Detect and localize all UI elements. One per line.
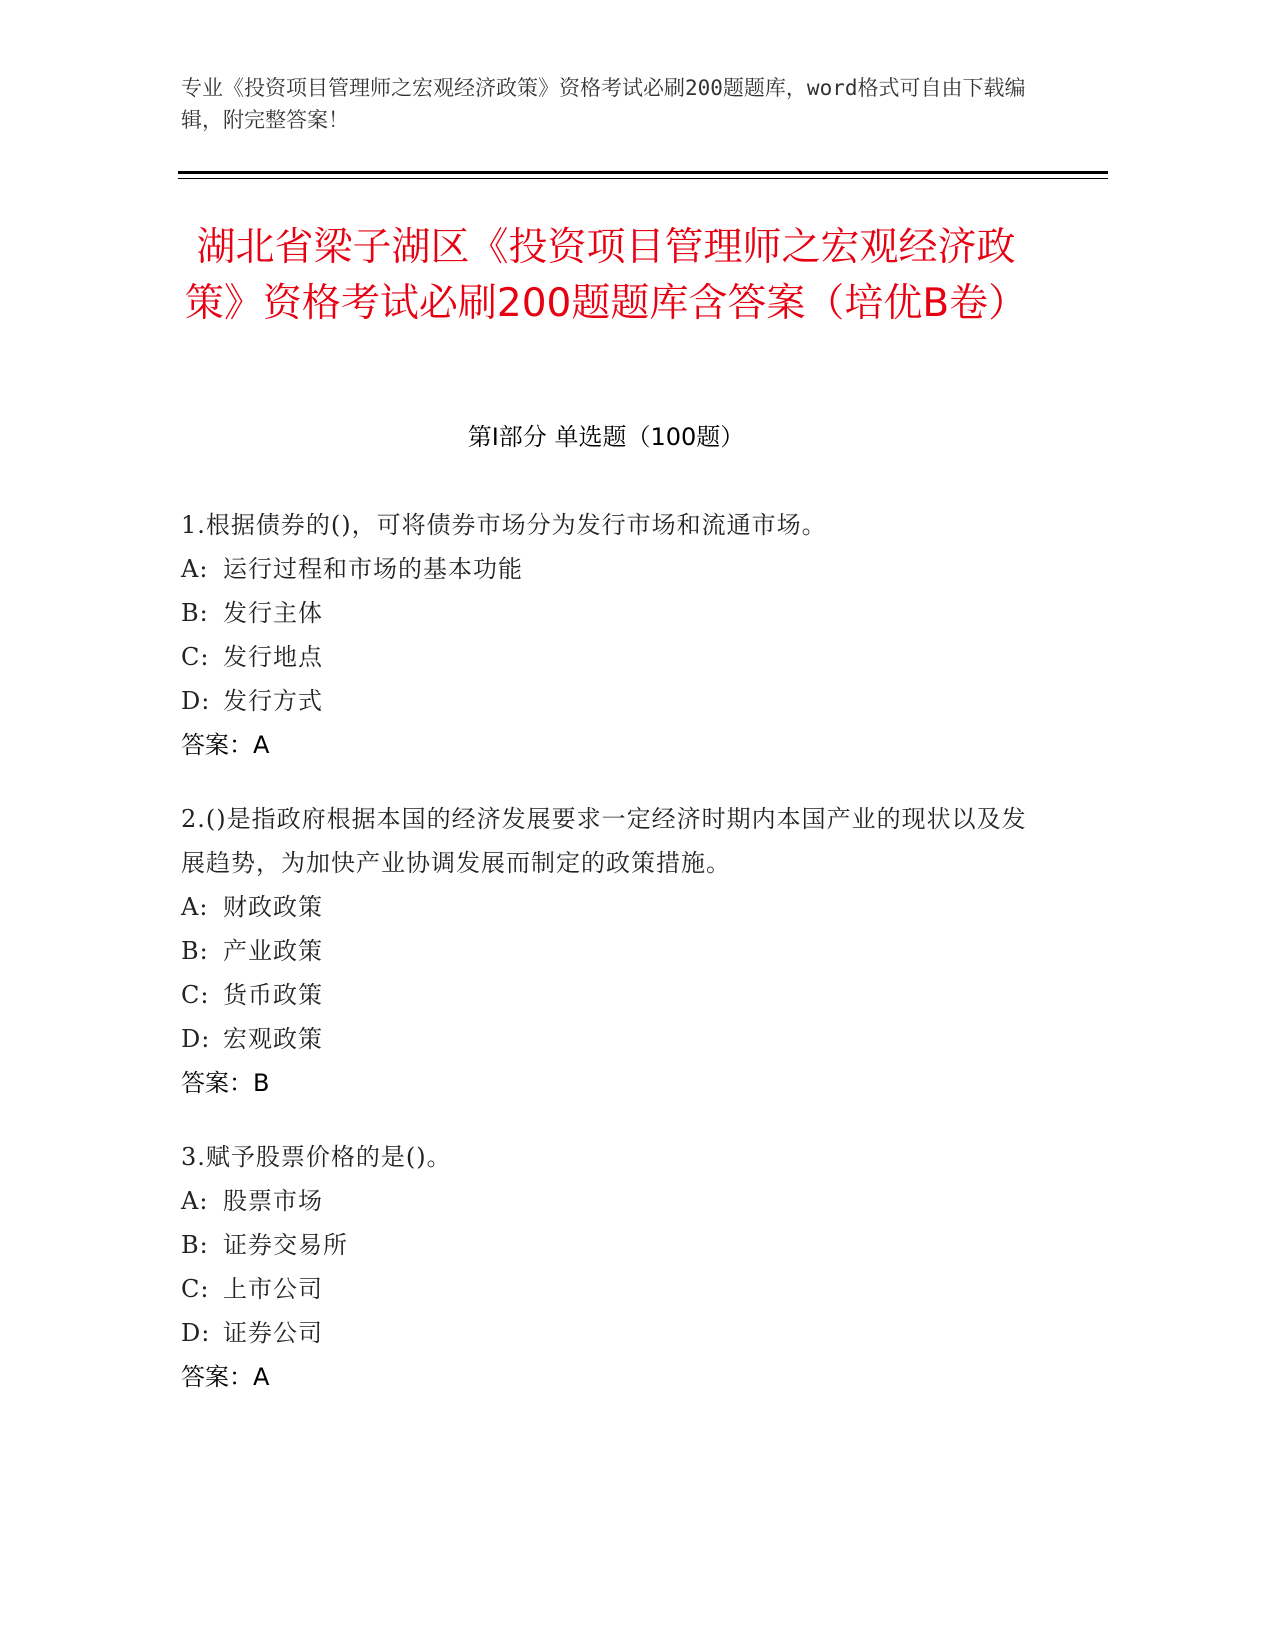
- question-stem: 1.根据债券的()，可将债券市场分为发行市场和流通市场。: [181, 511, 827, 539]
- section-title: 第Ⅰ部分 单选题（100题）: [467, 423, 745, 451]
- answer-line: 答案：A: [181, 731, 270, 759]
- option-b: [181, 929, 1041, 973]
- option-key: D:: [181, 687, 211, 715]
- option-text: 股票市场: [223, 1187, 323, 1215]
- option-d: [181, 679, 1041, 723]
- option-c: [181, 635, 1041, 679]
- option-text: 证券交易所: [223, 1231, 348, 1259]
- option-text: 宏观政策: [223, 1025, 323, 1053]
- option-a: [181, 1179, 1041, 1223]
- option-key: B:: [181, 937, 209, 965]
- header-divider-thin: [178, 178, 1108, 179]
- option-text: 运行过程和市场的基本功能: [223, 555, 523, 583]
- option-key: D:: [181, 1319, 211, 1347]
- header-divider-thick: [178, 171, 1108, 174]
- option-key: C:: [181, 981, 210, 1009]
- option-text: 发行方式: [223, 687, 323, 715]
- option-text: 货币政策: [223, 981, 323, 1009]
- option-text: 发行地点: [223, 643, 323, 671]
- option-key: A:: [181, 555, 209, 583]
- option-key: D:: [181, 1025, 211, 1053]
- question-stem: 3.赋予股票价格的是()。: [181, 1143, 452, 1171]
- option-b: [181, 591, 1041, 635]
- option-d: [181, 1017, 1041, 1061]
- option-key: B:: [181, 599, 209, 627]
- option-c: [181, 1267, 1041, 1311]
- option-text: 证券公司: [223, 1319, 323, 1347]
- option-c: [181, 973, 1041, 1017]
- answer-line: 答案：A: [181, 1363, 270, 1391]
- option-key: C:: [181, 1275, 210, 1303]
- option-a: [181, 547, 1041, 591]
- option-key: B:: [181, 1231, 209, 1259]
- option-text: 财政政策: [223, 893, 323, 921]
- question-item: [181, 797, 1041, 1105]
- option-b: [181, 1223, 1041, 1267]
- option-key: C:: [181, 643, 210, 671]
- option-key: A:: [181, 1187, 209, 1215]
- option-text: 上市公司: [223, 1275, 323, 1303]
- option-d: [181, 1311, 1041, 1355]
- question-stem: 2.()是指政府根据本国的经济发展要求一定经济时期内本国产业的现状以及发展趋势，为加快产业协调发展而制定的政策措施。: [181, 805, 1027, 877]
- answer-line: 答案：B: [181, 1069, 270, 1097]
- question-item: [181, 1135, 1041, 1399]
- option-text: 产业政策: [223, 937, 323, 965]
- option-key: A:: [181, 893, 209, 921]
- document-title: 湖北省梁子湖区《投资项目管理师之宏观经济政策》资格考试必刷200题题库含答案（培优B卷）: [184, 225, 1028, 326]
- option-text: 发行主体: [223, 599, 323, 627]
- header-note: 专业《投资项目管理师之宏观经济政策》资格考试必刷200题题库，word格式可自由下载编辑，附完整答案！: [181, 76, 1026, 132]
- question-list: [181, 503, 1041, 1429]
- option-a: [181, 885, 1041, 929]
- question-item: [181, 503, 1041, 767]
